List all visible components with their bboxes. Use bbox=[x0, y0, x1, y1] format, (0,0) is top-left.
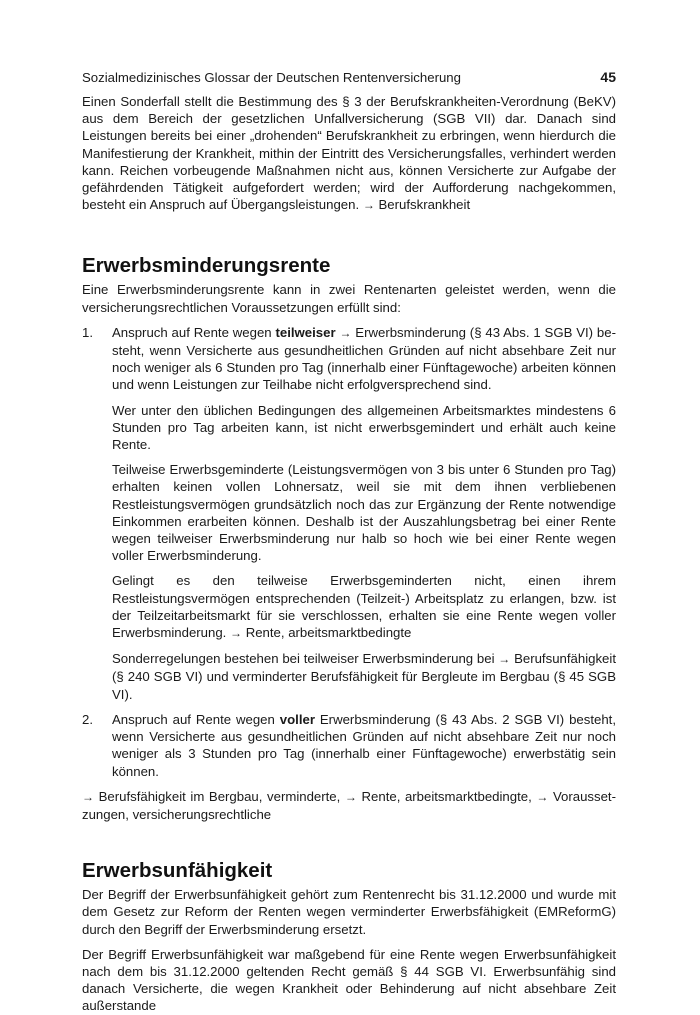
text-run: Erwerbsminderung (§ 43 Abs. 1 SGB VI) besteht, wenn Versicherte aus gesundheitlichen Gründen auf nicht absehbare Zeit nur noch weniger als 6 Stunden pro Tag (innerhalb einer Fünftagewoche) arbeiten können und wenn Leistungen zur Teilhabe nicht erfolgversprechend sind. bbox=[112, 324, 616, 393]
section-heading-erwerbsminderungsrente: Erwerbsminderungsrente bbox=[82, 254, 331, 278]
emphasis-teilweiser: teilweiser bbox=[275, 324, 336, 340]
list-item-body bbox=[112, 324, 616, 703]
text-run: Sonderregelungen bestehen bei teilweiser Erwerbsminderung bei bbox=[112, 651, 495, 667]
running-header bbox=[82, 68, 616, 87]
cross-reference[interactable]: Rente, arbeitsmarktbedingte, bbox=[361, 788, 532, 804]
cross-reference[interactable]: Berufskrankheit bbox=[378, 197, 471, 213]
list-marker: 2. bbox=[82, 711, 93, 727]
intro-text: Einen Sonderfall stellt die Bestimmung des § 3 der Berufskrankheiten-Verordnung (BeKV) aus dem Bereich der gesetzlichen Unfallversicherung (SGB VII) dar. Danach sind Leistungen bereits bei einer „drohenden“ Berufskrankheit zu erbringen, wenn hierdurch die Manifestierung der Krankheit, mithin der Eintritt des Versicherungsfalles, verhindert werden kann. Reichen vorbeugende Maßnahmen nicht aus, können Versicherte zur Aufgabe der gefährdenden Tätigkeit aufgefordert werden; wird der Aufforderung nachgekommen, besteht ein Anspruch auf Übergangsleistungen. bbox=[82, 94, 616, 213]
text-run: Gelingt es den teilweise Erwerbsgeminderten nicht, einen ihrem Restleistungsvermögen entsprechenden (Teilzeit-) Arbeitsplatz zu erlangen, bzw. ist der Teilzeitarbeitsmarkt für sie verschlossen, erhalten sie eine Rente wegen voller Erwerbsminderung. bbox=[112, 573, 616, 641]
list-item-body bbox=[112, 711, 616, 780]
text-run: Erwerbsminderung (§ 43 Abs. 2 SGB VI) besteht, wenn Versicherte aus gesundheitlichen Gründen auf nicht absehbare Zeit nur noch weniger als 3 Stunden pro Tag (innerhalb einer Fünftagewoche) erwerbstätig sein können. bbox=[112, 711, 616, 779]
intro-paragraph bbox=[82, 93, 616, 214]
erwerbsunfaehigkeit-paragraph-1: Der Begriff der Erwerbsunfähigkeit gehört zum Rentenrecht bis 31.12.2000 und wurde mit dem Gesetz zur Reform der Renten wegen verminderter Erwerbsfähigkeit (EMReformG) durch den Begriff der Erwerbsminderung ersetzt. bbox=[82, 887, 616, 937]
section-heading-erwerbsunfaehigkeit: Erwerbsunfähigkeit bbox=[82, 859, 273, 883]
arrow-icon: → bbox=[362, 198, 375, 213]
cross-reference[interactable]: Voraussetzungen, versicherungsrechtliche bbox=[82, 788, 617, 822]
erwerbsunfaehigkeit-paragraph-2: Der Begriff Erwerbsunfähigkeit war maßgebend für eine Rente wegen Erwerbsunfähigkeit nach dem bis 31.12.2000 geltenden Recht gemäß § 44 SGB VI. Erwerbsunfähig sind danach Versicherte, die wegen Krankheit oder Behinderung auf nicht absehbare Zeit außerstande bbox=[82, 946, 616, 1014]
item1-paragraph-1 bbox=[112, 324, 616, 394]
arrow-icon: → bbox=[498, 652, 511, 667]
arrow-icon: → bbox=[82, 789, 94, 804]
item1-paragraph-4 bbox=[112, 572, 616, 642]
text-run: Anspruch auf Rente wegen bbox=[112, 324, 272, 340]
see-also-references bbox=[82, 788, 616, 823]
item1-paragraph-5 bbox=[112, 650, 616, 703]
emphasis-voller: voller bbox=[279, 711, 315, 727]
arrow-icon: → bbox=[339, 325, 352, 340]
cross-reference[interactable]: Berufsfähigkeit im Bergbau, verminderte, bbox=[98, 788, 341, 804]
item1-paragraph-2: Wer unter den üblichen Bedingungen des allgemeinen Arbeitsmarktes mindestens 6 Stunden pro Tag arbeiten kann, ist nicht erwerbsgemindert und erhält auch keine Rente. bbox=[112, 402, 616, 453]
section-intro: Eine Erwerbsminderungsrente kann in zwei Rentenarten geleistet werden, wenn die versicherungsrechtlichen Voraussetzungen erfüllt sind: bbox=[82, 282, 616, 315]
arrow-icon: → bbox=[230, 626, 243, 641]
list-marker: 1. bbox=[82, 324, 93, 340]
page-number: 45 bbox=[600, 69, 616, 85]
arrow-icon: → bbox=[536, 789, 549, 804]
document-page bbox=[82, 68, 616, 1015]
cross-reference[interactable]: Rente, arbeitsmarktbedingte bbox=[245, 625, 412, 641]
arrow-icon: → bbox=[344, 789, 357, 804]
header-title: Sozialmedizinisches Glossar der Deutschen Rentenversicherung bbox=[82, 70, 461, 85]
text-run: Anspruch auf Rente wegen bbox=[112, 711, 275, 727]
list-item-2 bbox=[82, 711, 616, 780]
text-run: Berufsunfähigkeit (§ 240 SGB VI) und verminderter Berufsfähigkeit für Bergleute im Bergbau (§ 45 SGB VI). bbox=[112, 651, 616, 702]
item2-paragraph bbox=[112, 711, 616, 780]
list-item-1 bbox=[82, 324, 616, 703]
item1-paragraph-3: Teilweise Erwerbsgeminderte (Leistungsvermögen von 3 bis unter 6 Stunden pro Tag) erhalten keinen vollen Lohnersatz, weil sie mit dem ihnen verbliebenen Restleistungsvermögen grundsätzlich noch das zur Ergänzung der Rente notwendige Einkommen erarbeiten können. Deshalb ist der Auszahlungsbetrag bei einer Rente wegen teilweiser Erwerbsminderung nur halb so hoch wie bei einer Rente wegen voller Erwerbsminderung. bbox=[112, 462, 616, 564]
